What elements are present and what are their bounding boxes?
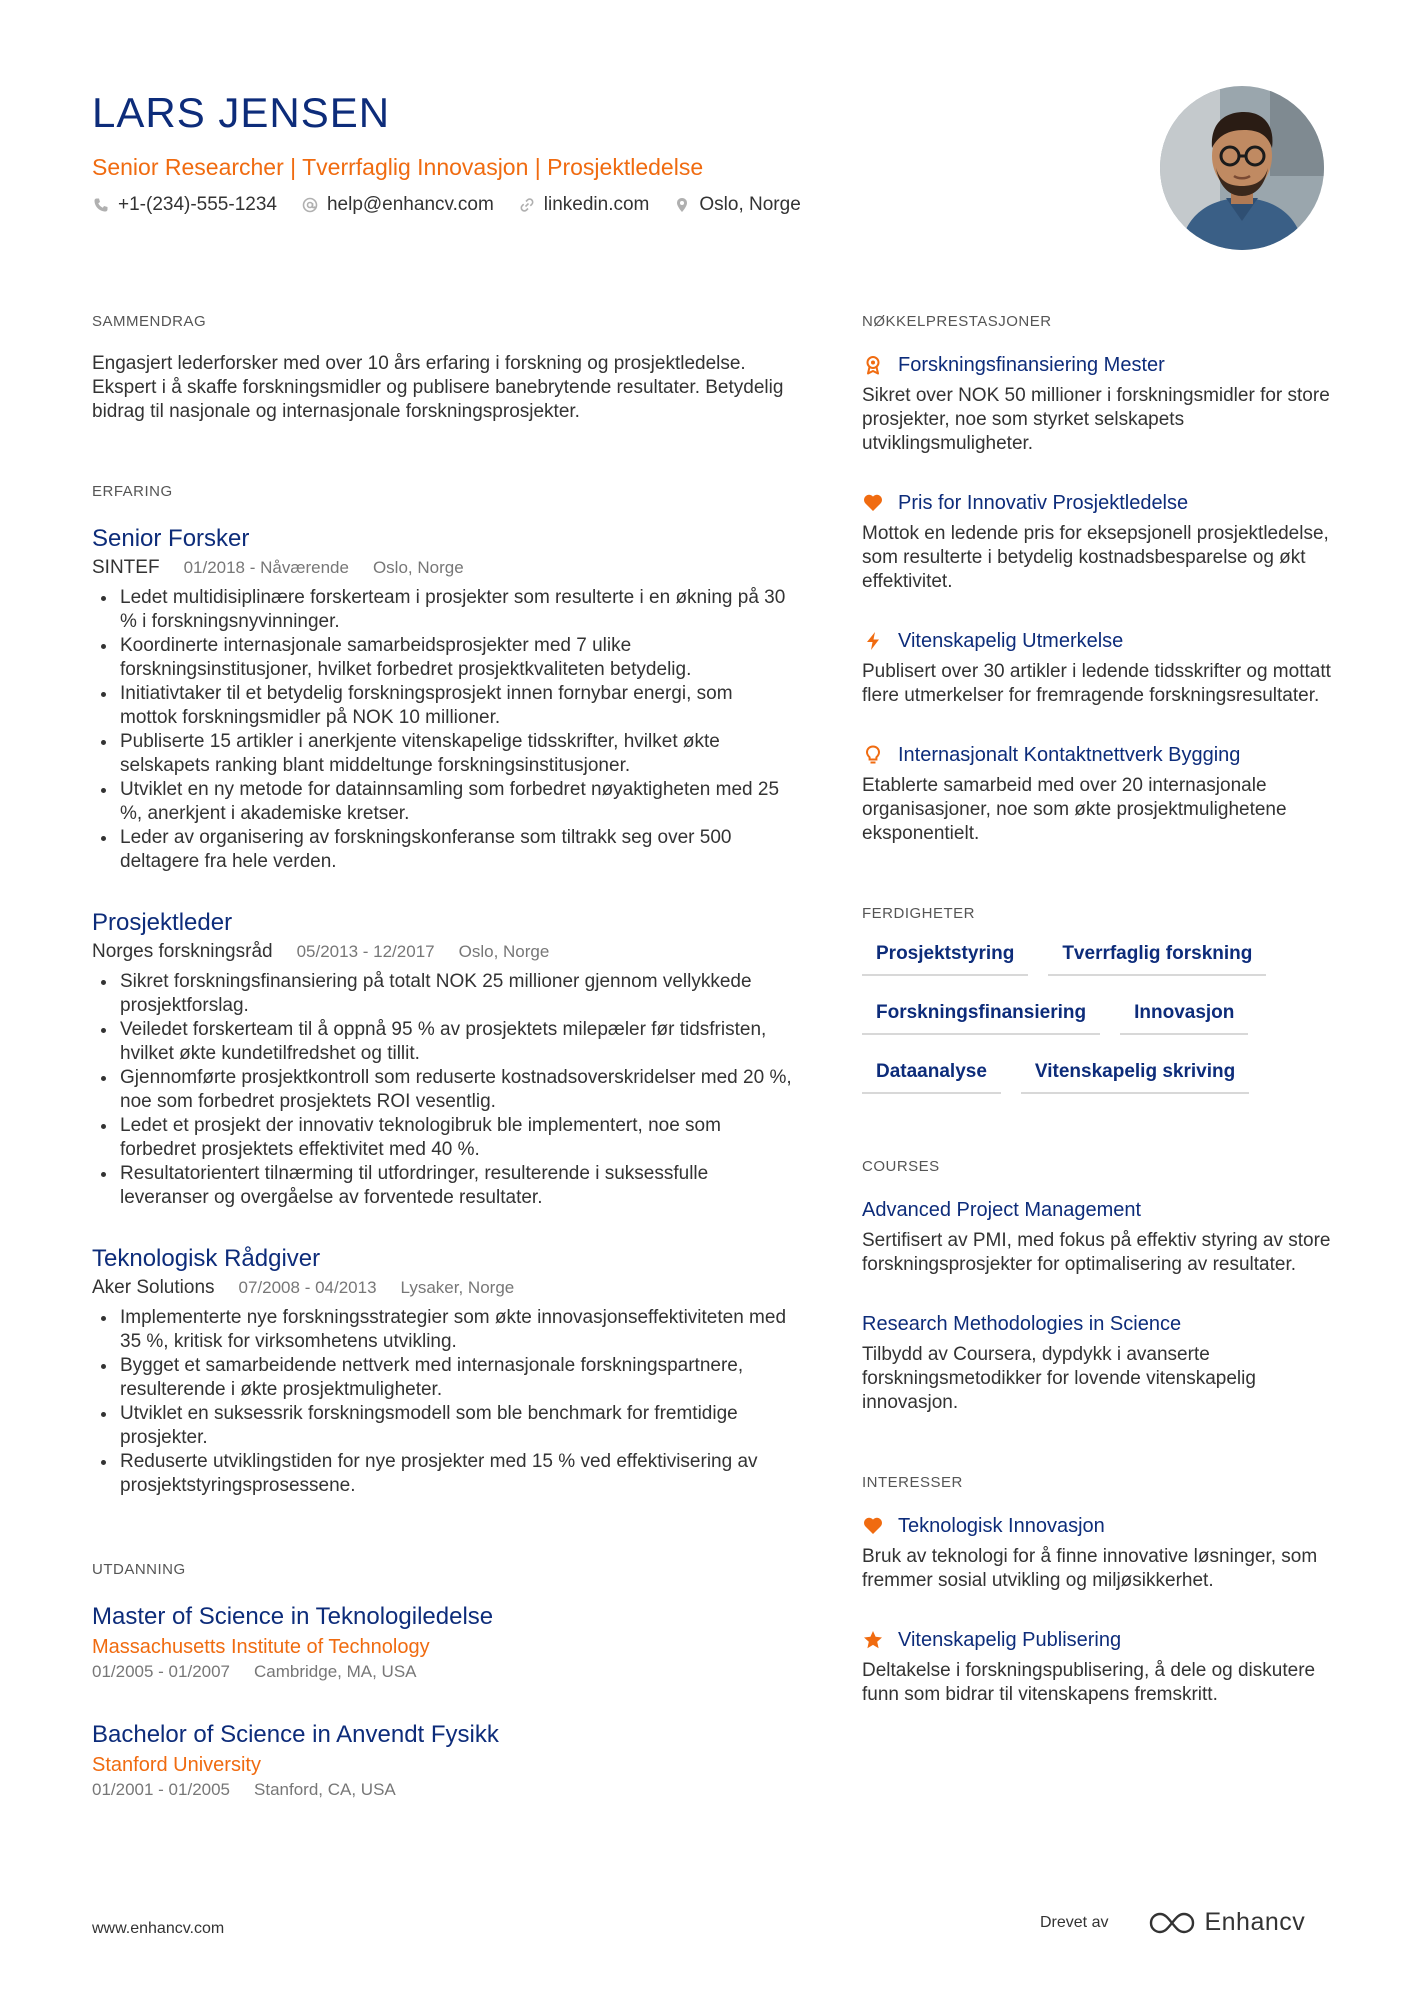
- achievement-header: [862, 628, 1342, 654]
- job-location: Lysaker, Norge: [400, 1278, 515, 1297]
- education-entry: [92, 1720, 792, 1802]
- right-column: [862, 312, 1342, 1707]
- interest-desc: Bruk av teknologi for å finne innovative løsninger, som fremmer sosial utvikling og miljøsikkerhet.: [862, 1546, 1318, 1591]
- job-bullets: [92, 586, 792, 874]
- job-bullet: Bygget et samarbeidende nettverk med internasjonale forskningspartnere, resulterende i økte prosjektmuligheter.: [92, 1354, 792, 1402]
- lightbulb-icon: [862, 744, 884, 766]
- linkedin-text: linkedin.com: [543, 194, 650, 215]
- job-bullet: Leder av organisering av forskningskonferanse som tiltrakk seg over 500 deltagere fra hele verden.: [92, 826, 792, 874]
- achievements-heading: NØKKELPRESTASJONER: [862, 313, 1052, 330]
- skills-list: [862, 942, 1322, 1119]
- job-title: Prosjektleder: [92, 909, 233, 936]
- achievement-item: [862, 352, 1342, 456]
- job-bullet: Utviklet en suksessrik forskningsmodell som ble benchmark for fremtidige prosjekter.: [92, 1402, 792, 1450]
- achievement-desc: Etablerte samarbeid med over 20 internasjonale organisasjoner, noe som økte prosjektmulighetene eksponentielt.: [862, 775, 1287, 844]
- skill-tag: Tverrfaglig forskning: [1048, 942, 1266, 976]
- contact-location: [673, 192, 800, 218]
- job-bullet: Initiativtaker til et betydelig forskningsprosjekt innen fornybar energi, som mottok forskningsmidler på NOK 10 millioner.: [92, 682, 792, 730]
- job-location: Oslo, Norge: [372, 558, 464, 577]
- achievement-title: Pris for Innovativ Prosjektledelse: [898, 492, 1189, 514]
- job-meta: [92, 1276, 792, 1300]
- job-bullet: Sikret forskningsfinansiering på totalt NOK 25 millioner gjennom vellykkede prosjektforslag.: [92, 970, 792, 1018]
- location-text: Oslo, Norge: [699, 194, 801, 215]
- skill-tag: Dataanalyse: [862, 1060, 1001, 1094]
- left-column: [92, 312, 792, 1802]
- achievement-header: [862, 490, 1342, 516]
- contact-linkedin[interactable]: [518, 192, 650, 218]
- powered-by-text: Drevet av: [1040, 1913, 1109, 1931]
- heart-icon: [862, 492, 884, 514]
- brand-logo[interactable]: [1148, 1908, 1305, 1937]
- education-entry: [92, 1602, 792, 1684]
- candidate-name: LARS JENSEN: [92, 89, 391, 136]
- achievements-section: [862, 312, 1342, 846]
- achievement-item: [862, 742, 1342, 846]
- star-icon: [862, 1629, 884, 1651]
- edu-degree: Bachelor of Science in Anvendt Fysikk: [92, 1721, 499, 1748]
- job-entry: [92, 524, 792, 874]
- link-icon: [518, 196, 536, 214]
- job-bullet: Resultatorientert tilnærming til utfordringer, resulterende i suksessfulle leveranser og overgåelse av forventede resultater.: [92, 1162, 792, 1210]
- job-company: Norges forskningsråd: [92, 941, 273, 962]
- skills-heading: FERDIGHETER: [862, 905, 976, 922]
- achievement-title: Vitenskapelig Utmerkelse: [898, 630, 1124, 652]
- education-heading: UTDANNING: [92, 1561, 186, 1578]
- award-icon: [862, 354, 884, 376]
- job-bullet: Ledet et prosjekt der innovativ teknologibruk ble implementert, noe som forbedret prosjektets effektivitet med 40 %.: [92, 1114, 792, 1162]
- edu-location: Stanford, CA, USA: [254, 1780, 396, 1799]
- skills-section: [862, 904, 1342, 1119]
- courses-section: [862, 1157, 1342, 1415]
- course-title: Research Methodologies in Science: [862, 1313, 1182, 1335]
- profile-photo: [1160, 86, 1324, 250]
- course-title: Advanced Project Management: [862, 1199, 1142, 1221]
- contact-phone: [92, 192, 277, 218]
- interest-item: [862, 1513, 1342, 1593]
- course-item: [862, 1197, 1342, 1277]
- heart-icon: [862, 1515, 884, 1537]
- footer-url[interactable]: www.enhancv.com: [92, 1920, 225, 1937]
- email-text: help@enhancv.com: [326, 194, 494, 215]
- job-bullets: [92, 970, 792, 1210]
- edu-meta: [92, 1660, 792, 1684]
- job-bullet: Ledet multidisiplinære forskerteam i prosjekter som resulterte i en økning på 30 % i forskningsnyvinninger.: [92, 586, 792, 634]
- job-dates: 01/2018 - Nåværende: [183, 558, 349, 577]
- edu-dates: 01/2001 - 01/2005: [92, 1780, 231, 1799]
- job-company: Aker Solutions: [92, 1277, 215, 1298]
- contact-row: [92, 192, 1142, 218]
- course-desc: Tilbydd av Coursera, dypdykk i avanserte forskningsmetodikker for lovende vitenskapelig innovasjon.: [862, 1344, 1256, 1413]
- course-desc: Sertifisert av PMI, med fokus på effektiv styring av store forskningsprosjekter for optimalisering av resultater.: [862, 1230, 1331, 1275]
- job-bullet: Veiledet forskerteam til å oppnå 95 % av prosjektets milepæler før tidsfristen, hvilket økte kundetilfredshet og tillit.: [92, 1018, 792, 1066]
- job-bullet: Implementerte nye forskningsstrategier som økte innovasjonseffektiviteten med 35 %, kritisk for virksomhetens utvikling.: [92, 1306, 792, 1354]
- edu-meta: [92, 1778, 792, 1802]
- job-bullet: Gjennomførte prosjektkontroll som reduserte kostnadsoverskridelser med 20 %, noe som forbedret prosjektets ROI vesentlig.: [92, 1066, 792, 1114]
- job-title: Teknologisk Rådgiver: [92, 1245, 321, 1272]
- skill-tag: Innovasjon: [1120, 1001, 1248, 1035]
- interest-title: Vitenskapelig Publisering: [898, 1629, 1122, 1651]
- skill-tag: Vitenskapelig skriving: [1021, 1060, 1249, 1094]
- achievement-desc: Sikret over NOK 50 millioner i forskningsmidler for store prosjekter, noe som styrket selskapets utviklingsmuligheter.: [862, 385, 1330, 454]
- job-dates: 07/2008 - 04/2013: [238, 1278, 377, 1297]
- summary-heading: SAMMENDRAG: [92, 313, 207, 330]
- job-bullets: [92, 1306, 792, 1498]
- at-sign-icon: [301, 196, 319, 214]
- interests-section: [862, 1473, 1342, 1707]
- enhancv-logo-icon: [1148, 1910, 1196, 1936]
- brand-name: Enhancv: [1204, 1908, 1306, 1936]
- footer-brand: [1040, 1908, 1305, 1937]
- job-bullet: Utviklet en ny metode for datainnsamling som forbedret nøyaktigheten med 25 %, anerkjent i akademiske kretser.: [92, 778, 792, 826]
- achievement-desc: Mottok en ledende pris for eksepsjonell prosjektledelse, som resulterte i betydelig kostnadsbesparelse og økt effektivitet.: [862, 523, 1329, 592]
- edu-location: Cambridge, MA, USA: [254, 1662, 417, 1681]
- interest-header: [862, 1627, 1342, 1653]
- job-bullet: Publiserte 15 artikler i anerkjente vitenskapelige tidsskrifter, hvilket økte selskapets ranking blant middeltunge forskningsinstitusjoner.: [92, 730, 792, 778]
- achievement-header: [862, 352, 1342, 378]
- job-meta: [92, 556, 792, 580]
- education-section: [92, 1560, 792, 1802]
- job-entry: [92, 908, 792, 1210]
- job-location: Oslo, Norge: [458, 942, 550, 961]
- courses-heading: COURSES: [862, 1158, 940, 1175]
- job-entry: [92, 1244, 792, 1498]
- edu-degree: Master of Science in Teknologiledelse: [92, 1603, 494, 1630]
- job-title: Senior Forsker: [92, 525, 250, 552]
- header: [92, 86, 1142, 218]
- candidate-tagline: Senior Researcher | Tverrfaglig Innovasjon | Prosjektledelse: [92, 154, 704, 180]
- interest-desc: Deltakelse i forskningspublisering, å dele og diskutere funn som bidrar til vitenskapens fremskritt.: [862, 1660, 1316, 1705]
- experience-section: [92, 482, 792, 1498]
- job-bullet: Koordinerte internasjonale samarbeidsprosjekter med 7 ulike forskningsinstitusjoner, hvilket forbedret prosjektkvaliteten betydelig.: [92, 634, 792, 682]
- achievement-title: Internasjonalt Kontaktnettverk Bygging: [898, 744, 1241, 766]
- edu-school: Stanford University: [92, 1754, 261, 1776]
- contact-email[interactable]: [301, 192, 494, 218]
- achievement-item: [862, 490, 1342, 594]
- skill-tag: Prosjektstyring: [862, 942, 1028, 976]
- interest-title: Teknologisk Innovasjon: [898, 1515, 1105, 1537]
- job-company: SINTEF: [92, 557, 160, 578]
- achievement-header: [862, 742, 1342, 768]
- summary-text: Engasjert lederforsker med over 10 års erfaring i forskning og prosjektledelse. Ekspert i å skaffe forskningsmidler og publisere banebrytende resultater. Betydelig bidrag til nasjonale og internasjonale forskningsprosjekter.: [92, 353, 784, 422]
- experience-heading: ERFARING: [92, 483, 173, 500]
- job-dates: 05/2013 - 12/2017: [296, 942, 435, 961]
- interests-heading: INTERESSER: [862, 1474, 963, 1491]
- summary-section: [92, 312, 792, 424]
- lightning-icon: [862, 630, 884, 652]
- edu-school: Massachusetts Institute of Technology: [92, 1636, 430, 1658]
- location-pin-icon: [673, 196, 691, 214]
- skill-tag: Forskningsfinansiering: [862, 1001, 1100, 1035]
- edu-dates: 01/2005 - 01/2007: [92, 1662, 231, 1681]
- phone-text: +1-(234)-555-1234: [118, 194, 277, 215]
- achievement-item: [862, 628, 1342, 708]
- job-bullet: Reduserte utviklingstiden for nye prosjekter med 15 % ved effektivisering av prosjektstyringsprosessene.: [92, 1450, 792, 1498]
- job-meta: [92, 940, 792, 964]
- interest-item: [862, 1627, 1342, 1707]
- phone-icon: [92, 196, 110, 214]
- interest-header: [862, 1513, 1342, 1539]
- achievement-title: Forskningsfinansiering Mester: [898, 354, 1165, 376]
- course-item: [862, 1311, 1342, 1415]
- achievement-desc: Publisert over 30 artikler i ledende tidsskrifter og mottatt flere utmerkelser for fremragende forskningsresultater.: [862, 661, 1331, 706]
